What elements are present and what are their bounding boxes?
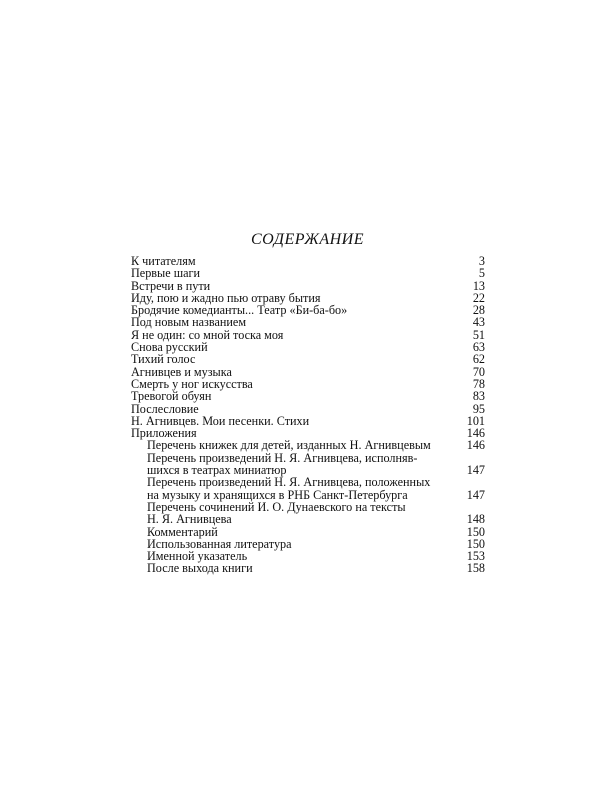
toc-entry-title: Перечень книжек для детей, изданных Н. Агнивцевым	[147, 438, 431, 453]
toc-entry-title: После выхода книги	[147, 561, 253, 576]
toc-entry-title: Перечень произведений Н. Я. Агнивцева, исполняв-	[147, 450, 418, 465]
toc-entry-page: 28	[472, 303, 485, 318]
toc-entry-title: Встречи в пути	[131, 278, 211, 293]
toc-entry	[131, 267, 485, 279]
toc-entry-title: шихся в театрах миниатюр	[147, 463, 287, 478]
toc-entry-page: 63	[472, 340, 485, 355]
toc-entry-page: 95	[472, 401, 485, 416]
toc-entry-page: 78	[472, 376, 485, 391]
toc-entry	[131, 390, 485, 402]
toc-entry	[131, 403, 485, 415]
toc-entry-page: 101	[466, 413, 485, 428]
toc-entry-title: Комментарий	[147, 524, 218, 539]
toc-entry-title: Я не один: со мной тоска моя	[131, 327, 284, 342]
toc-entry-page: 158	[466, 561, 485, 576]
toc-entry-title: Под новым названием	[131, 315, 247, 330]
toc-entry-title: Первые шаги	[131, 266, 201, 281]
toc-entry-page: 146	[466, 426, 485, 441]
toc-heading: СОДЕРЖАНИЕ	[250, 231, 365, 248]
toc-entry	[131, 439, 485, 451]
toc-entry-title: Тревогой обуян	[131, 389, 212, 404]
toc-entry-page: 43	[472, 315, 485, 330]
toc-entry-page: 148	[466, 512, 485, 527]
toc-entry-page: 147	[466, 487, 485, 502]
toc-entry-title: Использованная литература	[147, 536, 292, 551]
toc-entry-title: К читателям	[131, 254, 196, 268]
toc-entry-page: 147	[466, 463, 485, 478]
toc-entry-title: Перечень произведений Н. Я. Агнивцева, положенных	[147, 475, 431, 490]
toc-entry-page: 153	[466, 549, 485, 564]
toc-entry-page: 70	[472, 364, 485, 379]
toc-entry-page: 3	[478, 254, 485, 268]
toc-entry-page: 13	[472, 278, 485, 293]
toc-entry	[131, 501, 485, 526]
toc-entry-page: 22	[472, 290, 485, 305]
toc-entry	[131, 526, 485, 538]
toc-entry-title: Н. Я. Агнивцева	[147, 512, 232, 527]
toc-entry	[131, 476, 485, 501]
toc-entry-title: Агнивцев и музыка	[131, 364, 232, 379]
toc-entry-title: Иду, пою и жадно пью отраву бытия	[131, 290, 321, 305]
toc-entry-title: Н. Агнивцев. Мои песенки. Стихи	[131, 413, 310, 428]
toc-entry-title: Приложения	[131, 426, 197, 441]
toc-entry-title: Послесловие	[131, 401, 199, 416]
toc-entry-page: 5	[478, 266, 485, 281]
toc-entry-page: 150	[466, 524, 485, 539]
toc-entry-title: Перечень сочинений И. О. Дунаевского на тексты	[147, 499, 406, 514]
toc-entry	[131, 316, 485, 328]
toc-entry-title: Снова русский	[131, 340, 208, 355]
toc-entry-title: Смерть у ног искусства	[131, 376, 253, 391]
toc-entry-title: на музыку и хранящихся в РНБ Санкт-Петербурга	[147, 487, 408, 502]
toc-entry	[131, 452, 485, 477]
toc-entry-title: Именной указатель	[147, 549, 248, 564]
toc-entry-page: 146	[466, 438, 485, 453]
toc-entry-page: 150	[466, 536, 485, 551]
toc-entry-page: 62	[472, 352, 485, 367]
toc-entry-page: 83	[472, 389, 485, 404]
toc-entry-title: Тихий голос	[131, 352, 196, 367]
toc-entry-page: 51	[472, 327, 485, 342]
table-of-contents	[131, 255, 485, 575]
toc-entry-title: Бродячие комедианты... Театр «Би-ба-бо»	[131, 303, 348, 318]
toc-entry	[131, 562, 485, 574]
toc-entry	[131, 353, 485, 365]
